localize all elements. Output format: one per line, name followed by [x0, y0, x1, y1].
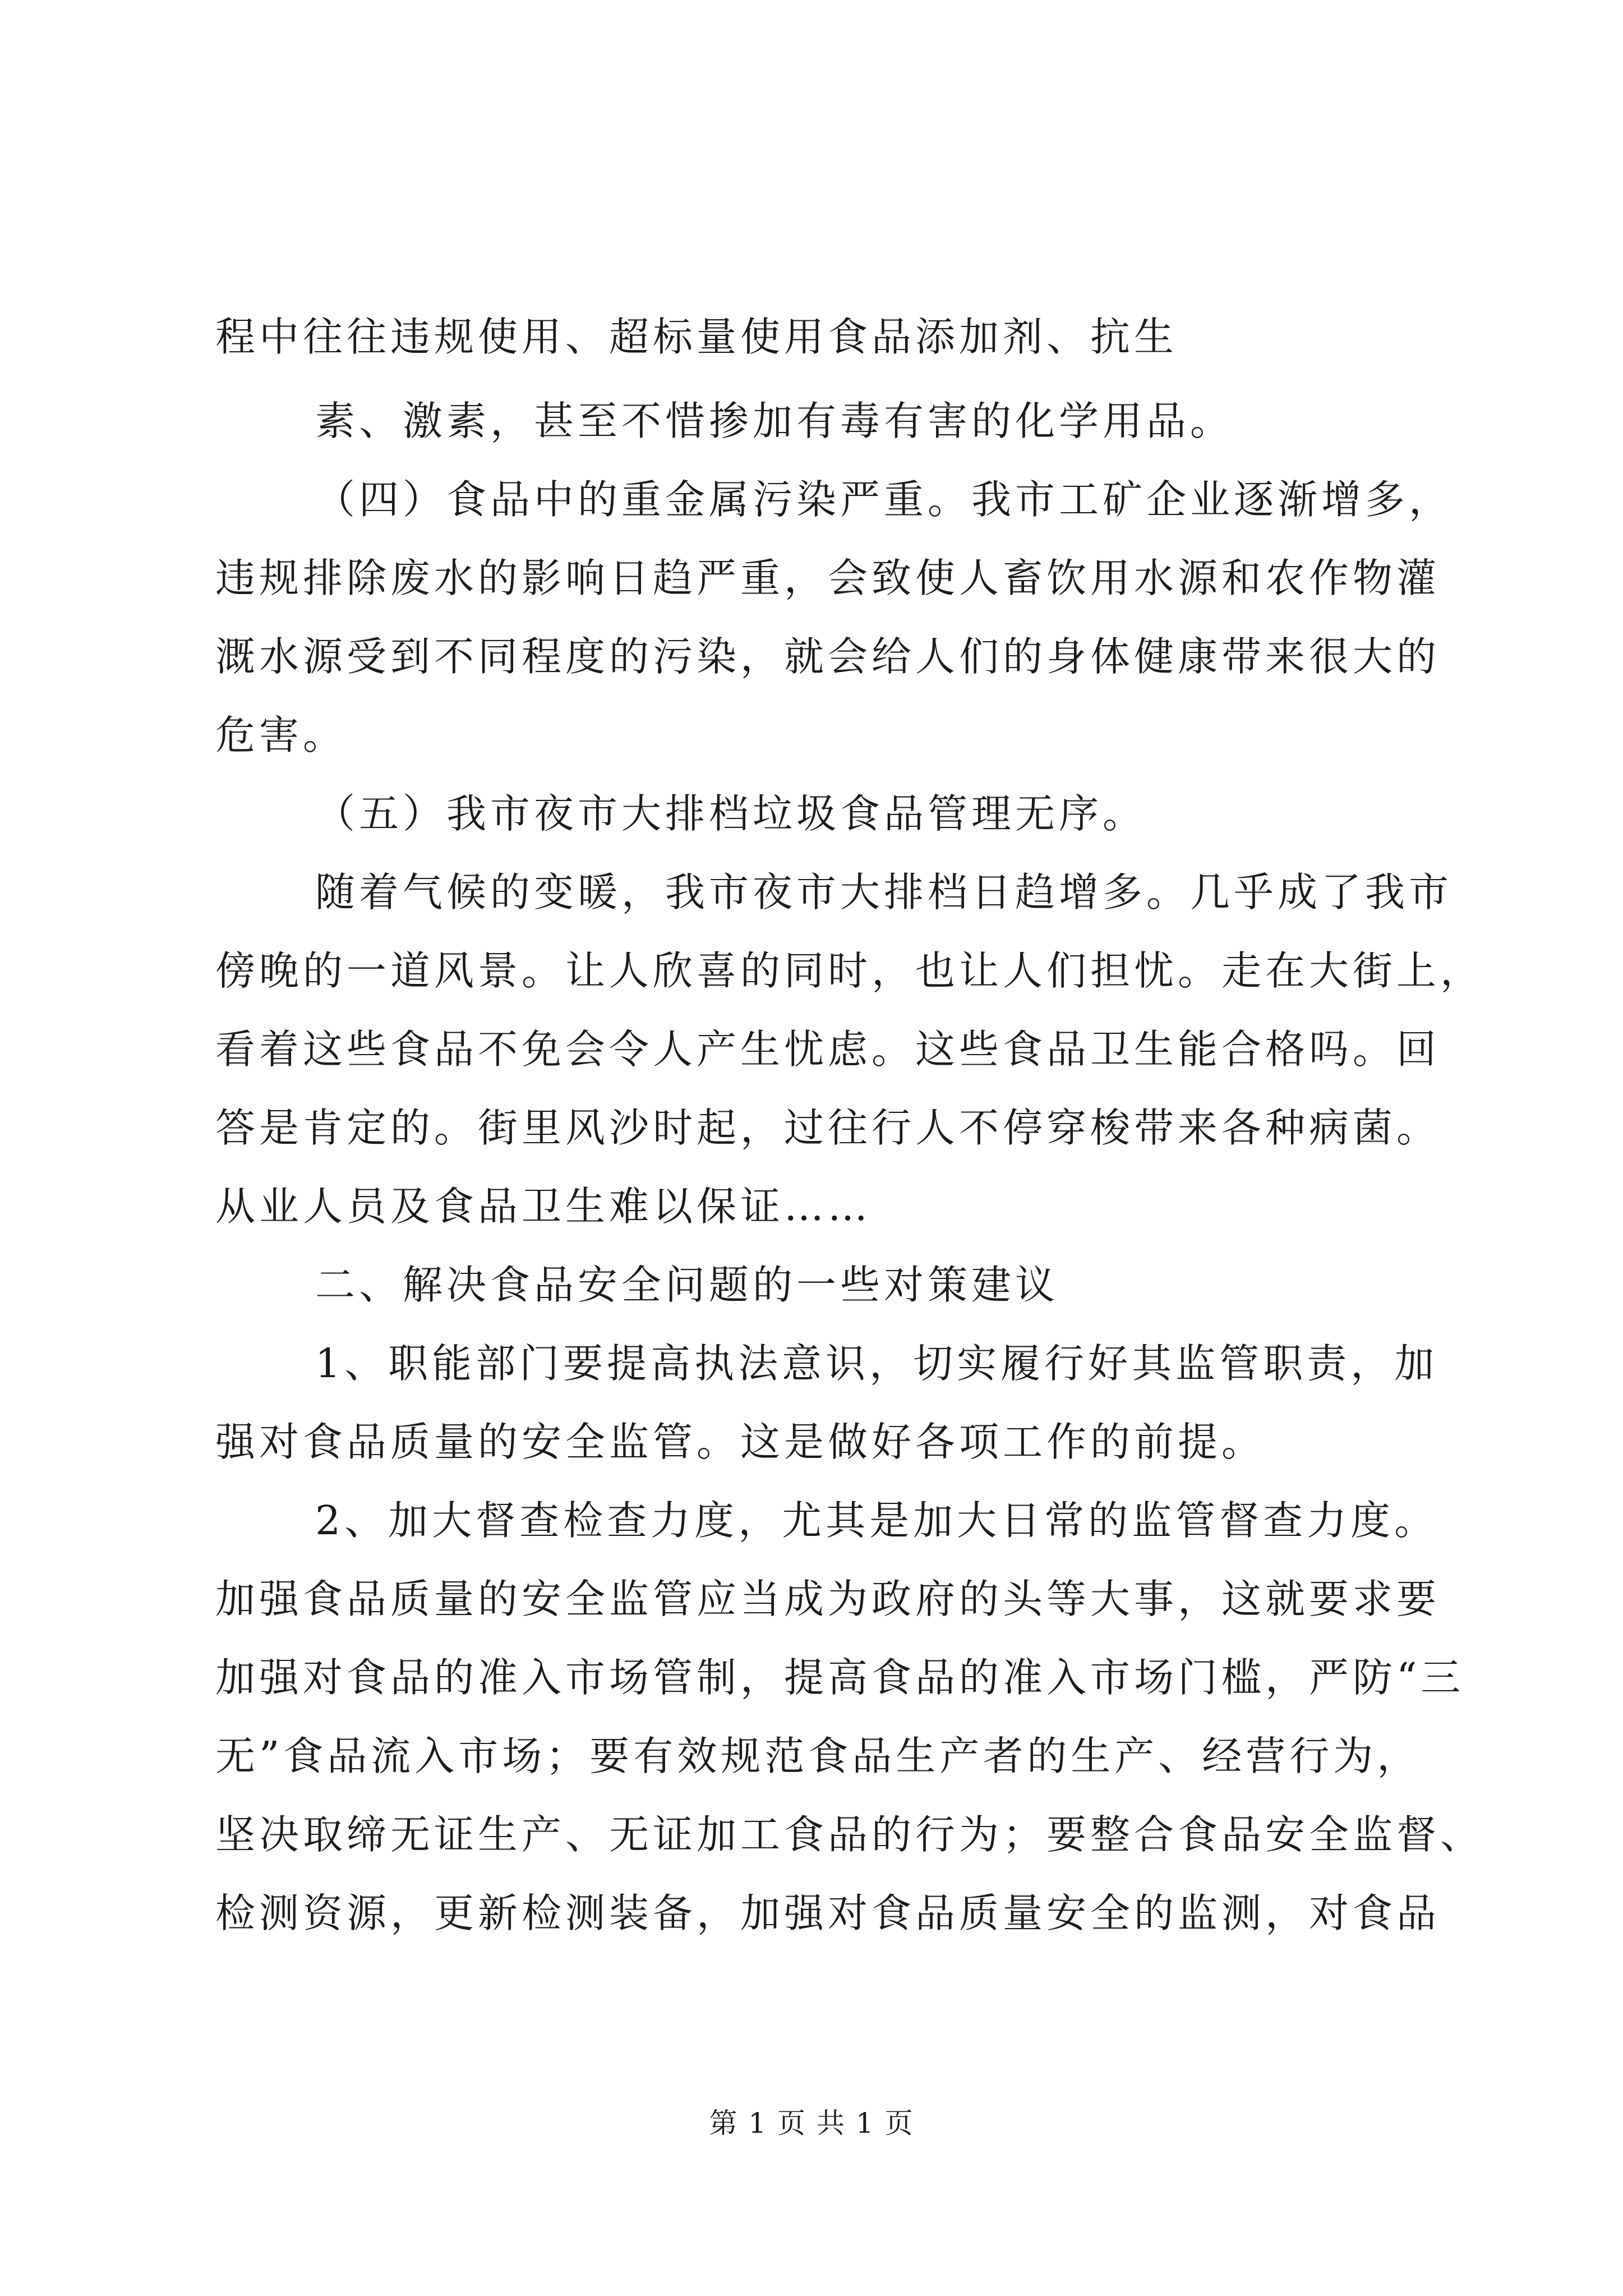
body-line: 随着气候的变暖，我市夜市大排档日趋增多。几乎成了我市: [315, 869, 1453, 915]
body-line: 从业人员及食品卫生难以保证……: [215, 1183, 872, 1230]
body-line: （五）我市夜市大排档垃圾食品管理无序。: [315, 790, 1147, 837]
body-line: 危害。: [215, 712, 347, 758]
body-line: 1、职能部门要提高执法意识，切实履行好其监管职责，加: [315, 1340, 1438, 1387]
body-line: 傍晚的一道风景。让人欣喜的同时，也让人们担忧。走在大街上，: [215, 947, 1484, 994]
body-line: 2、加大督查检查力度，尤其是加大日常的监管督查力度。: [315, 1497, 1438, 1544]
body-line: 检测资源，更新检测装备，加强对食品质量安全的监测，对食品: [215, 1890, 1441, 1936]
body-line: 加强食品质量的安全监管应当成为政府的头等大事，这就要求要: [215, 1576, 1441, 1622]
body-line: 溉水源受到不同程度的污染，就会给人们的身体健康带来很大的: [215, 633, 1441, 680]
body-line: （四）食品中的重金属污染严重。我市工矿企业逐渐增多，: [315, 476, 1453, 523]
page-footer: 第 1 页 共 1 页: [709, 2107, 914, 2139]
body-line: 违规排除废水的影响日趋严重，会致使人畜饮用水源和农作物灌: [215, 555, 1441, 601]
body-line: 程中往往违规使用、超标量使用食品添加剂、抗生: [215, 314, 1178, 360]
body-line: 加强对食品的准入市场管制，提高食品的准入市场门槛，严防“三: [215, 1654, 1465, 1701]
body-line: 素、激素，甚至不惜掺加有毒有害的化学用品。: [315, 398, 1234, 444]
body-line: 坚决取缔无证生产、无证加工食品的行为；要整合食品安全监督、: [215, 1811, 1484, 1858]
body-line: 强对食品质量的安全监管。这是做好各项工作的前提。: [215, 1419, 1266, 1465]
body-line: 答是肯定的。街里风沙时起，过往行人不停穿梭带来各种病菌。: [215, 1105, 1441, 1151]
body-line: 无”食品流入市场；要有效规范食品生产者的生产、经营行为，: [215, 1733, 1421, 1779]
body-line: 看着这些食品不免会令人产生忧虑。这些食品卫生能合格吗。回: [215, 1026, 1441, 1073]
section-heading: 二、解决食品安全问题的一些对策建议: [315, 1262, 1059, 1308]
